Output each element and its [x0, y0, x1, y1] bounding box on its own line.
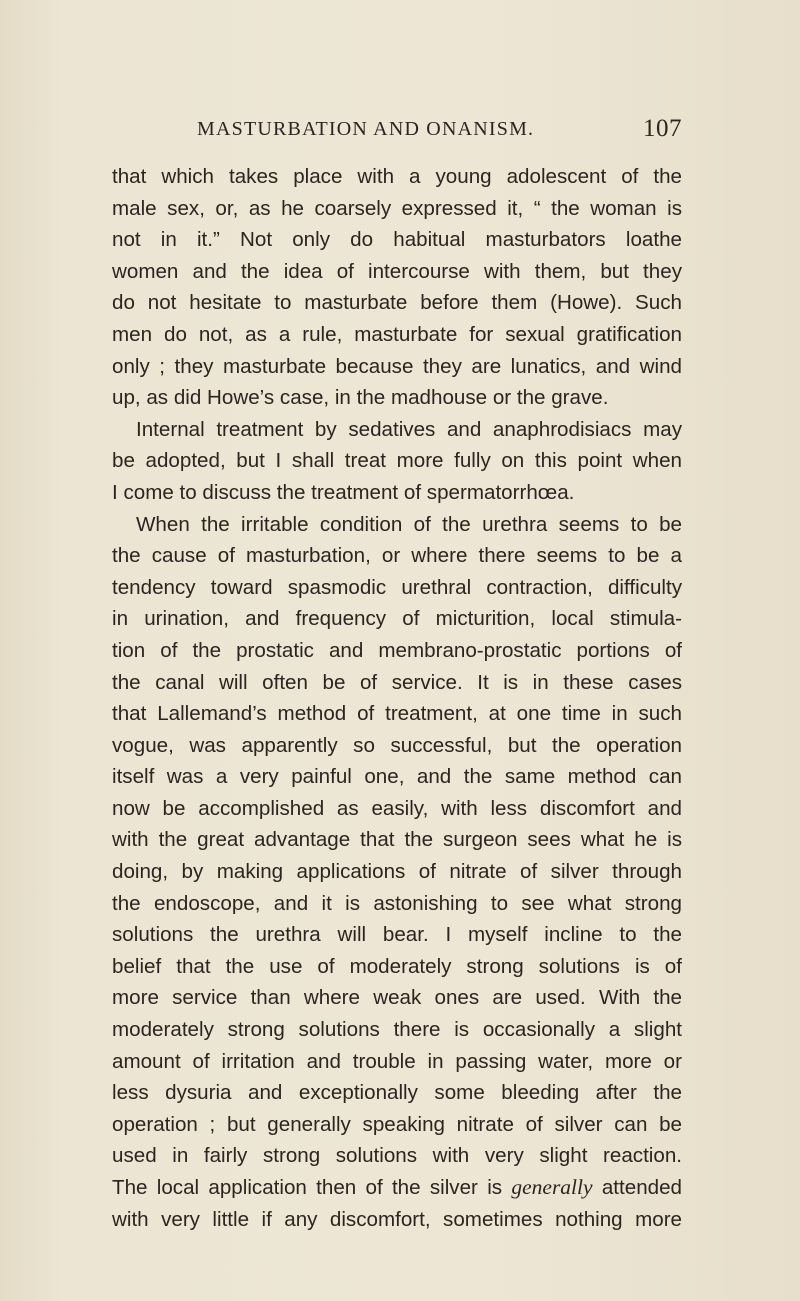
text-line: women and the idea of intercourse with them, but they [112, 259, 682, 283]
text-line: not in it.” Not only do habitual masturbators loathe [112, 228, 682, 252]
text-line: that which takes place with a young adolescent of the [112, 165, 682, 188]
text-line: amount of irritation and trouble in passing water, more or [112, 1049, 682, 1073]
text-line: I come to discuss the treatment of spermatorrhœa. [112, 480, 575, 504]
text-line: do not hesitate to masturbate before them (Howe). Such [112, 291, 682, 315]
text-line: belief that the use of moderately strong solutions is of [112, 954, 682, 978]
italic-emphasis: generally [511, 1175, 593, 1199]
text-line: that Lallemand’s method of treatment, at one time in such [112, 702, 682, 726]
paragraph-start-line: Internal treatment by sedatives and anaphrodisiacs may [136, 417, 682, 441]
text-line: vogue, was apparently so successful, but the operation [112, 733, 682, 757]
text-line: with the great advantage that the surgeon sees what he is [112, 828, 682, 852]
text-line: the canal will often be of service. It is in these cases [112, 670, 682, 694]
text-line-with-emphasis [112, 1172, 682, 1204]
text-line: men do not, as a rule, masturbate for sexual gratification [112, 322, 682, 346]
text-line: operation ; but generally speaking nitrate of silver can be [112, 1112, 682, 1136]
text-line: solutions the urethra will bear. I myself incline to the [112, 923, 682, 947]
page-number: 107 [643, 115, 682, 142]
text-line: tion of the prostatic and membrano-prostatic portions of [112, 638, 682, 662]
text-line: up, as did Howe’s case, in the madhouse or the grave. [112, 386, 609, 410]
paragraph-start-line: When the irritable condition of the urethra seems to be [136, 512, 682, 536]
text-line: only ; they masturbate because they are lunatics, and wind [112, 354, 682, 378]
body-text [112, 161, 682, 1235]
text-line: doing, by making applications of nitrate of silver through [112, 860, 682, 884]
text-line: now be accomplished as easily, with less discomfort and [112, 796, 682, 820]
line-segment: The local application then of the silver is [112, 1176, 512, 1199]
running-head: MASTURBATION AND ONANISM. [197, 118, 535, 140]
text-line: moderately strong solutions there is occasionally a slight [112, 1018, 682, 1042]
text-line: be adopted, but I shall treat more fully on this point when [112, 449, 682, 473]
text-line: male sex, or, as he coarsely expressed it, “ the woman is [112, 196, 682, 220]
text-line: the endoscope, and it is astonishing to see what strong [112, 891, 682, 915]
text-line: less dysuria and exceptionally some bleeding after the [112, 1081, 682, 1105]
page-header [112, 115, 682, 148]
text-line: in urination, and frequency of micturition, local stimula- [112, 607, 682, 631]
text-line: with very little if any discomfort, sometimes nothing more [112, 1207, 682, 1231]
line-segment: attended [592, 1176, 682, 1199]
text-line: more service than where weak ones are used. With the [112, 986, 682, 1010]
text-line: the cause of masturbation, or where there seems to be a [112, 544, 682, 568]
text-line: tendency toward spasmodic urethral contraction, difficulty [112, 575, 682, 599]
text-line: used in fairly strong solutions with very slight reaction. [112, 1144, 682, 1168]
text-line: itself was a very painful one, and the same method can [112, 765, 682, 789]
